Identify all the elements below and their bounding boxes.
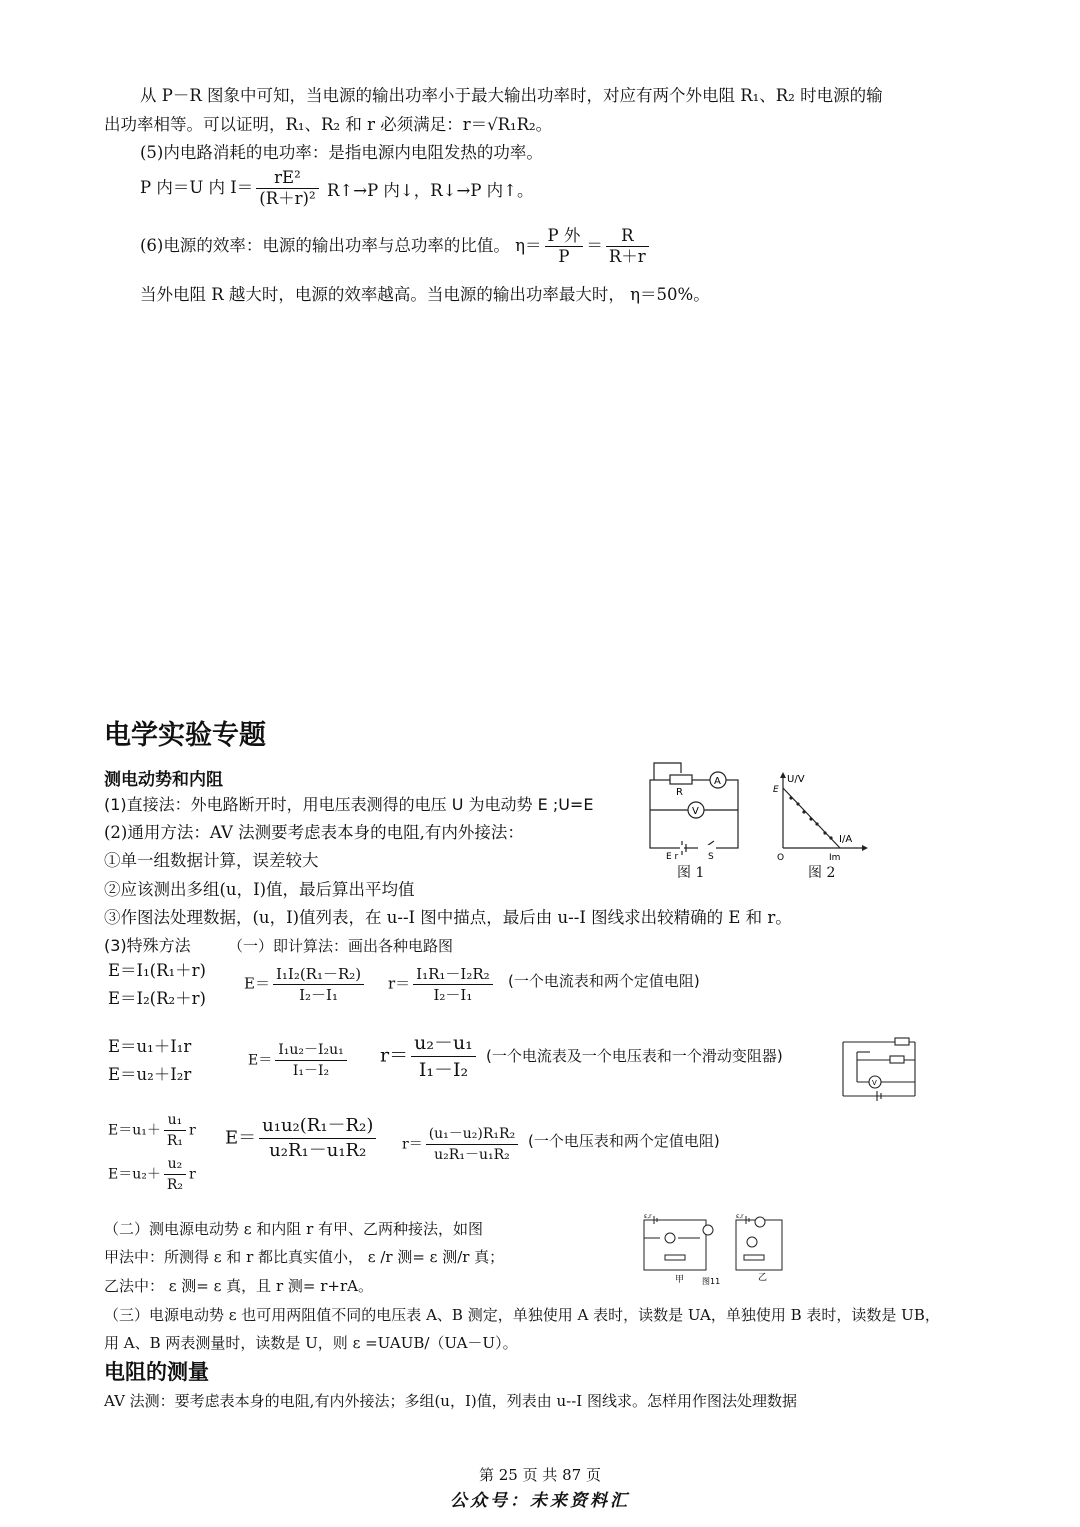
fig1-er-label: E r bbox=[666, 852, 679, 862]
brand-footer: 公众号：未来资料汇 bbox=[450, 1491, 630, 1511]
line-special-method: (3)特殊方法 bbox=[104, 936, 191, 955]
g3-eq2 bbox=[108, 1154, 196, 1195]
item6-den2: R＋r bbox=[608, 247, 646, 266]
p3-line2: 用 A、B 两表测量时，读数是 U，则 ε =UAUB/（UA－U）。 bbox=[104, 1334, 518, 1352]
g1-eq1: E＝I₁(R₁＋r) bbox=[108, 961, 206, 980]
item6-num1: P 外 bbox=[545, 226, 584, 247]
g1-E-lhs: E＝ bbox=[244, 974, 270, 993]
figure1-circuit bbox=[640, 755, 750, 865]
item5-formula bbox=[140, 168, 322, 209]
g3-r-lhs: r＝ bbox=[402, 1136, 423, 1153]
item5-num: rE² bbox=[256, 168, 318, 189]
figure2-ui-graph bbox=[765, 770, 875, 865]
line-general-method: (2)通用方法：AV 法测要考虑表本身的电阻,有内外接法： bbox=[104, 823, 524, 842]
g3-E-lhs: E＝ bbox=[225, 1127, 257, 1149]
g3-eq1 bbox=[108, 1110, 196, 1151]
fig2-xlabel: I/A bbox=[839, 834, 853, 845]
item6-den1: P bbox=[558, 247, 570, 266]
line-item-1: ①单一组数据计算，误差较大 bbox=[104, 851, 319, 870]
g2-r-num: u₂－u₁ bbox=[411, 1030, 476, 1057]
g2-r-formula bbox=[380, 1030, 479, 1083]
item6-eq: ＝ bbox=[586, 236, 603, 255]
fig2-caption: 图 2 bbox=[808, 865, 836, 881]
item6-formula bbox=[140, 226, 652, 267]
g2-E-num: I₁u₂－I₂u₁ bbox=[275, 1040, 347, 1061]
fig1-r-label: R bbox=[676, 787, 683, 798]
g1-E-formula bbox=[244, 964, 367, 1005]
g3-eq2-b: r bbox=[189, 1166, 196, 1183]
p2-line3: 乙法中： ε 测= ε 真，且 r 测= r+rA。 bbox=[104, 1277, 373, 1295]
g1-r-num: I₁R₁－I₂R₂ bbox=[413, 964, 493, 985]
fig11-jia-label: 甲 bbox=[675, 1275, 685, 1285]
svg-text:ε,r: ε,r bbox=[736, 1213, 744, 1220]
item5-note: R↑→P 内↓，R↓→P 内↑。 bbox=[327, 181, 534, 200]
g2-r-den: I₁－I₂ bbox=[418, 1059, 469, 1081]
g2-E-lhs: E＝ bbox=[248, 1052, 273, 1069]
g1-r-lhs: r＝ bbox=[388, 974, 411, 993]
section-title-resistance: 电阻的测量 bbox=[104, 1360, 209, 1384]
line-special-method-sub: （一）即计算法：画出各种电路图 bbox=[228, 937, 454, 955]
p2-line2: 甲法中：所测得 ε 和 r 都比真实值小， ε /r 测= ε 测/r 真； bbox=[104, 1248, 505, 1266]
item5-title: (5)内电路消耗的电功率：是指电源内电阻发热的功率。 bbox=[140, 143, 543, 162]
g2-E-den: I₁－I₂ bbox=[292, 1063, 330, 1079]
g3-eq1-den: R₁ bbox=[166, 1133, 184, 1149]
fig2-e-label: E bbox=[773, 785, 779, 795]
item5-den: (R＋r)² bbox=[259, 189, 316, 208]
item6-note: 当外电阻 R 越大时，电源的效率越高。当电源的输出功率最大时， η＝50%。 bbox=[140, 285, 710, 304]
g3-eq1-num: u₁ bbox=[164, 1110, 186, 1131]
p3-line1: （三）电源电动势 ε 也可用两阻值不同的电压表 A、B 测定，单独使用 A 表时，读数是 UA，单独使用 B 表时，读数是 UB， bbox=[104, 1306, 940, 1324]
fig2-o-label: O bbox=[777, 853, 785, 863]
line-item-2: ②应该测出多组(u，I)值，最后算出平均值 bbox=[104, 880, 415, 899]
g3-r-formula bbox=[402, 1124, 521, 1165]
line-item-3: ③作图法处理数据，(u，I)值列表，在 u--I 图中描点，最后由 u--I 图线求出较精确的 E 和 r。 bbox=[104, 908, 792, 927]
fig1-v-label: V bbox=[692, 806, 699, 817]
g1-E-num: I₁I₂(R₁－R₂) bbox=[273, 964, 364, 985]
subtitle-emf: 测电动势和内阻 bbox=[104, 770, 223, 790]
g3-eq2-den: R₂ bbox=[166, 1177, 184, 1193]
fig1-s-label: S bbox=[708, 852, 714, 862]
g2-eq1: E＝u₁＋I₁r bbox=[108, 1037, 192, 1056]
page-number: 第 25 页 共 87 页 bbox=[478, 1466, 601, 1484]
g2-circuit bbox=[835, 1030, 925, 1102]
g3-r-den: u₂R₁－u₁R₂ bbox=[434, 1147, 510, 1163]
g1-note: (一个电流表和两个定值电阻) bbox=[508, 972, 700, 990]
g2-r-lhs: r＝ bbox=[380, 1044, 409, 1067]
g3-E-num: u₁u₂(R₁－R₂) bbox=[259, 1114, 376, 1139]
fig11-caption: 图11 bbox=[702, 1277, 721, 1286]
svg-text:ε,r: ε,r bbox=[644, 1213, 652, 1220]
g1-r-formula bbox=[388, 964, 496, 1005]
g3-eq2-num: u₂ bbox=[164, 1154, 186, 1175]
g2-eq2: E＝u₂＋I₂r bbox=[108, 1065, 192, 1084]
g1-r-den: I₂－I₁ bbox=[433, 986, 473, 1004]
g3-E-formula bbox=[225, 1114, 379, 1163]
p2-line1: （二）测电源电动势 ε 和内阻 r 有甲、乙两种接法，如图 bbox=[104, 1220, 484, 1238]
g3-r-num: (u₁－u₂)R₁R₂ bbox=[426, 1124, 519, 1145]
g2-E-formula bbox=[248, 1040, 350, 1081]
svg-text:V: V bbox=[872, 1079, 877, 1087]
fig1-a-label: A bbox=[714, 776, 721, 787]
g3-eq1-b: r bbox=[189, 1122, 196, 1139]
item5-lhs: P 内＝U 内 I＝ bbox=[140, 178, 254, 197]
fig2-ylabel: U/V bbox=[787, 774, 805, 785]
fig11-yi-label: 乙 bbox=[758, 1273, 768, 1283]
para1-line1: 从 P－R 图象中可知，当电源的输出功率小于最大输出功率时，对应有两个外电阻 R₁、R₂ 时电源的输 bbox=[140, 86, 883, 105]
fig2-im-label: Im bbox=[829, 853, 841, 863]
section-title-experiments: 电学实验专题 bbox=[104, 720, 266, 751]
g3-E-den: u₂R₁－u₁R₂ bbox=[269, 1140, 367, 1161]
line-direct-method: (1)直接法：外电路断开时，用电压表测得的电压 U 为电动势 E ;U=E bbox=[104, 795, 594, 814]
g1-E-den: I₂－I₁ bbox=[299, 986, 338, 1004]
g3-eq1-a: E＝u₁＋ bbox=[108, 1122, 161, 1139]
item6-text: (6)电源的效率：电源的输出功率与总功率的比值。 η＝ bbox=[140, 236, 542, 255]
g3-eq2-a: E＝u₂＋ bbox=[108, 1166, 161, 1183]
resistance-text: AV 法测：要考虑表本身的电阻,有内外接法；多组(u，I)值，列表由 u--I 图线求。怎样用作图法处理数据 bbox=[104, 1392, 798, 1410]
fig1-caption: 图 1 bbox=[677, 865, 705, 881]
g3-note: (一个电压表和两个定值电阻) bbox=[528, 1132, 720, 1150]
g2-note: (一个电流表及一个电压表和一个滑动变阻器) bbox=[486, 1047, 783, 1065]
figure11-circuits bbox=[640, 1210, 790, 1290]
g1-eq2: E＝I₂(R₂＋r) bbox=[108, 989, 206, 1008]
item6-num2: R bbox=[606, 226, 649, 247]
para1-line2: 出功率相等。可以证明，R₁、R₂ 和 r 必须满足：r＝√R₁R₂。 bbox=[104, 115, 553, 134]
